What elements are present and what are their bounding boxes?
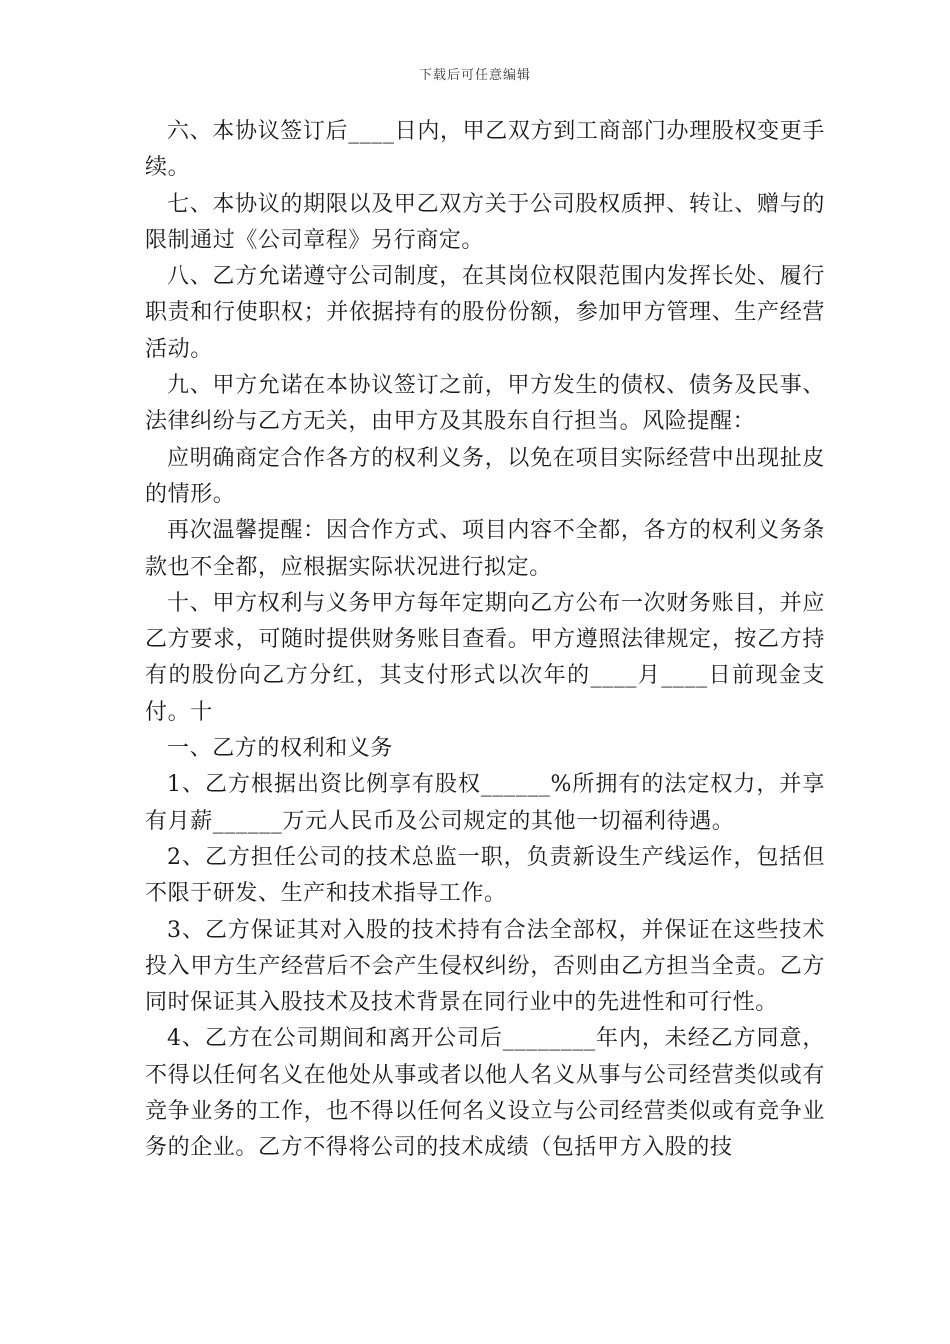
clause-11-heading: 一、乙方的权利和义务 xyxy=(167,736,394,762)
reminder-note: 再次温馨提醒：因合作方式、项目内容不全都，各方的权利义务条款也不全都，应根据实际状况进行拟定。 xyxy=(145,518,825,580)
clause-6: 六、本协议签订后____日内，甲乙双方到工商部门办理股权变更手续。 xyxy=(145,119,825,181)
risk-note: 应明确商定合作各方的权利义务，以免在项目实际经营中出现扯皮的情形。 xyxy=(145,445,825,507)
page-header: 下载后可任意编辑 xyxy=(418,68,531,83)
clause-7: 七、本协议的期限以及甲乙双方关于公司股权质押、转让、赠与的限制通过《公司章程》另行商定。 xyxy=(145,191,825,253)
clause-11-item-4: 4、乙方在公司期间和离开公司后________年内，未经乙方同意，不得以任何名义在他处从事或者以他人名义从事与公司经营类似或有竞争业务的工作，也不得以任何名义设立与公司经营类似或有竞争业务的企业。乙方不得将公司的技术成绩（包括甲方入股的技 xyxy=(145,1026,825,1161)
clause-9: 九、甲方允诺在本协议签订之前，甲方发生的债权、债务及民事、法律纠纷与乙方无关，由甲方及其股东自行担当。风险提醒： xyxy=(145,373,825,435)
clause-8: 八、乙方允诺遵守公司制度，在其岗位权限范围内发挥长处、履行职责和行使职权；并依据持有的股份份额，参加甲方管理、生产经营活动。 xyxy=(145,264,825,362)
document-body xyxy=(145,114,825,1167)
clause-10: 十、甲方权利与义务甲方每年定期向乙方公布一次财务账目，并应乙方要求，可随时提供财务账目查看。甲方遵照法律规定，按乙方持有的股份向乙方分红，其支付形式以次年的____月____日前现金支付。十 xyxy=(145,590,825,725)
clause-11-item-1: 1、乙方根据出资比例享有股权______%所拥有的法定权力，并享有月薪______万元人民币及公司规定的其他一切福利待遇。 xyxy=(145,772,825,834)
clause-11-item-3: 3、乙方保证其对入股的技术持有合法全部权，并保证在这些技术投入甲方生产经营后不会产生侵权纠纷，否则由乙方担当全责。乙方同时保证其入股技术及技术背景在同行业中的先进性和可行性。 xyxy=(145,917,825,1016)
clause-11-item-2: 2、乙方担任公司的技术总监一职，负责新设生产线运作，包括但不限于研发、生产和技术指导工作。 xyxy=(145,844,825,907)
